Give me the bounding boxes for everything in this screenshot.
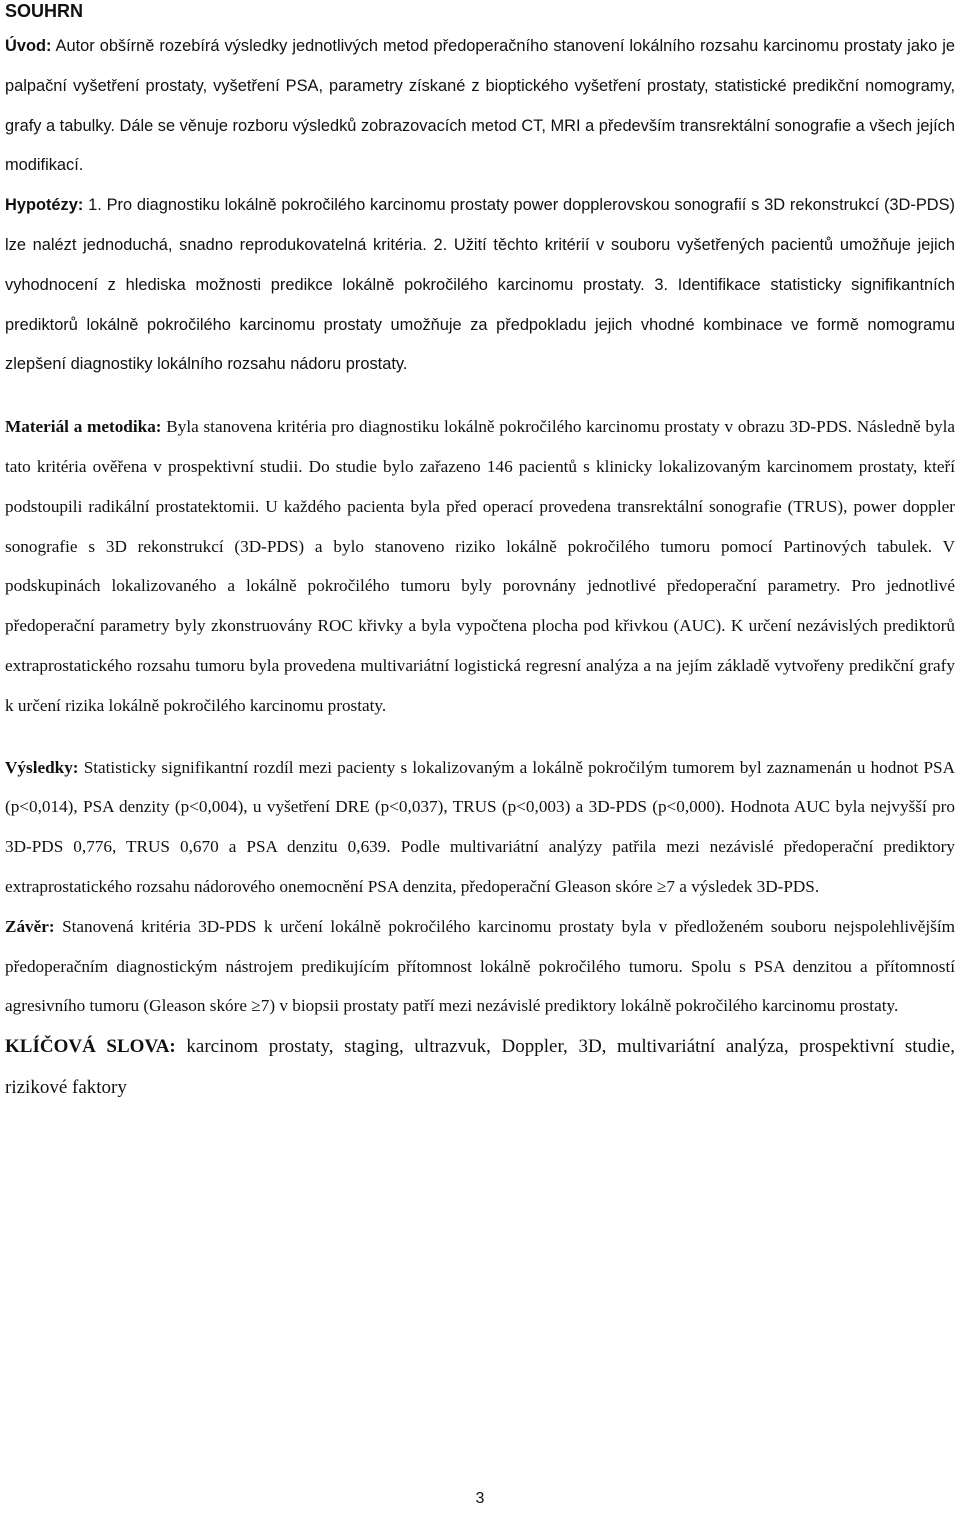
- label-material: Materiál a metodika:: [5, 417, 162, 437]
- section-title: SOUHRN: [5, 1, 84, 21]
- paragraph-vysledky: [5, 748, 955, 907]
- document-page: [5, 0, 955, 1108]
- label-vysledky: Výsledky:: [5, 757, 79, 777]
- text-vysledky: Statisticky signifikantní rozdíl mezi pacienty s lokalizovaným a lokálně pokročilým tumorem byl zaznamenán u hodnot PSA (p<0,014), PSA denzity (p<0,004), u vyšetření DRE (p<0,037), TRUS (p<0,003) a 3D-PDS (p<0,000). Hodnota AUC byla nejvyšší pro 3D-PDS 0,776, TRUS 0,670 a PSA denzitu 0,639. Podle multivariátní analýzy patřila mezi nezávislé předoperační prediktory extraprostatického rozsahu nádorového onemocnění PSA denzita, předoperační Gleason skóre ≥7 a výsledek 3D-PDS.: [5, 757, 955, 896]
- paragraph-hypotezy: [5, 186, 955, 385]
- paragraph-klicova-slova: [5, 1026, 955, 1108]
- paragraph-zaver: [5, 907, 955, 1026]
- page-number: 3: [475, 1490, 485, 1507]
- paragraph-uvod: [5, 27, 955, 186]
- text-material: Byla stanovena kritéria pro diagnostiku lokálně pokročilého karcinomu prostaty v obrazu 3D-PDS. Následně byla tato kritéria ověřena v prospektivní studii. Do studie bylo zařazeno 146 pacientů s klinicky lokalizovaným karcinomem prostaty, kteří podstoupili radikální prostatektomii. U každého pacienta byla před operací provedena transrektální sonografie (TRUS), power doppler sonografie s 3D rekonstrukcí (3D-PDS) a bylo stanoveno riziko lokálně pokročilého tumoru pomocí Partinových tabulek. V podskupinách lokalizovaného a lokálně pokročilého tumoru byly porovnány jednotlivé předoperační parametry. Pro jednotlivé předoperační parametry byly zkonstruovány ROC křivky a byla vypočtena plocha pod křivkou (AUC). K určení nezávislých prediktorů extraprostatického rozsahu tumoru byla provedena multivariátní logistická regresní analýza a na jejím základě vytvořeny predikční grafy k určení rizika lokálně pokročilého karcinomu prostaty.: [5, 417, 956, 715]
- text-klicova-slova: karcinom prostaty, staging, ultrazvuk, Doppler, 3D, multivariátní analýza, prospektivní studie, rizikové faktory: [5, 1036, 955, 1099]
- text-hypotezy: 1. Pro diagnostiku lokálně pokročilého karcinomu prostaty power dopplerovskou sonografií s 3D rekonstrukcí (3D-PDS) lze nalézt jednoduchá, snadno reprodukovatelná kritéria. 2. Užití těchto kritérií v souboru vyšetřených pacientů umožňuje jejich vyhodnocení z hlediska možnosti predikce lokálně pokročilého karcinomu prostaty. 3. Identifikace statisticky signifikantních prediktorů lokálně pokročilého karcinomu prostaty umožňuje za předpokladu jejich vhodné kombinace ve formě nomogramu zlepšení diagnostiky lokálního rozsahu nádoru prostaty.: [5, 196, 956, 374]
- label-uvod: Úvod:: [5, 37, 52, 55]
- text-uvod: Autor obšírně rozebírá výsledky jednotlivých metod předoperačního stanovení lokálního rozsahu karcinomu prostaty jako je palpační vyšetření prostaty, vyšetření PSA, parametry získané z bioptického vyšetření prostaty, statistické predikční nomogramy, grafy a tabulky. Dále se věnuje rozboru výsledků zobrazovacích metod CT, MRI a především transrektální sonografie a všech jejích modifikací.: [5, 37, 955, 175]
- text-zaver: Stanovená kritéria 3D-PDS k určení lokálně pokročilého karcinomu prostaty byla v předloženém souboru nejspolehlivějším předoperačním diagnostickým nástrojem predikujícím přítomnost lokálně pokročilého tumoru. Spolu s PSA denzitou a přítomností agresivního tumoru (Gleason skóre ≥7) v biopsii prostaty patří mezi nezávislé prediktory lokálně pokročilého karcinomu prostaty.: [5, 916, 956, 1016]
- label-zaver: Závěr:: [5, 916, 55, 936]
- label-klicova-slova: KLÍČOVÁ SLOVA:: [5, 1036, 176, 1058]
- paragraph-material: [5, 407, 955, 725]
- label-hypotezy: Hypotézy:: [5, 196, 84, 215]
